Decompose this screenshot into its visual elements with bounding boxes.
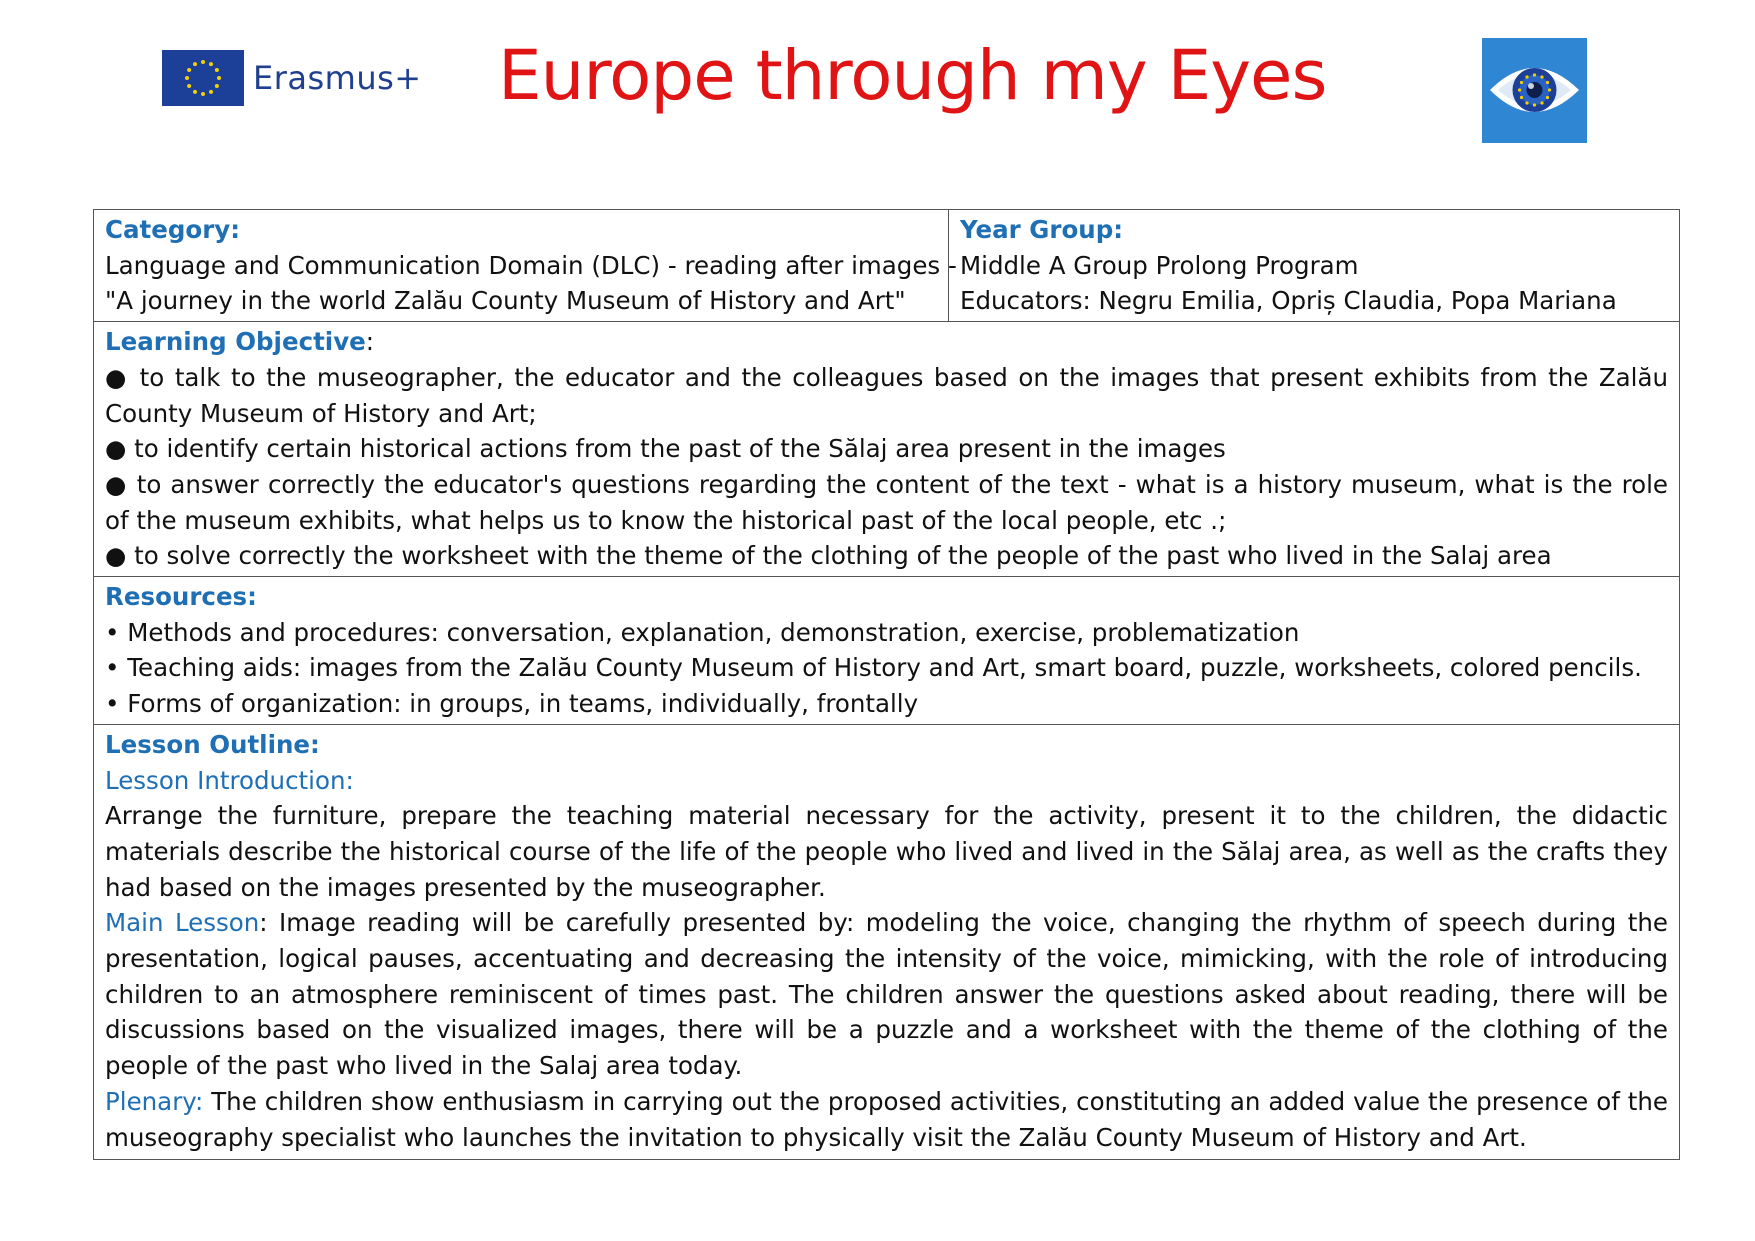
erasmus-plus-wordmark: Erasmus+: [253, 59, 422, 97]
header-row: [94, 210, 1680, 322]
lesson-plan-table: [93, 209, 1680, 1160]
erasmus-plus-logo: [162, 50, 422, 106]
plenary-text: The children show enthusiasm in carrying out the proposed activities, constituting an added value the presence of the museography specialist who launches the invitation to physically visit the Zalău County Museum of History and Art.: [105, 1086, 1668, 1152]
lesson-outline-cell: [94, 724, 1680, 1159]
learning-objective-label: Learning Objective: [105, 327, 366, 357]
eu-flag-icon: [162, 50, 244, 106]
learning-objective-row: [94, 322, 1680, 577]
resources-cell: [94, 577, 1680, 725]
category-label: Category:: [105, 215, 241, 244]
project-eye-logo-icon: [1482, 38, 1587, 143]
lesson-introduction-text: Arrange the furniture, prepare the teaching material necessary for the activity, present it to the children, the didactic materials describe the historical course of the life of the people who lived and lived in the Sălaj area, as well as the crafts they had based on the images presented by the museographer.: [105, 801, 1668, 902]
resource-item: • Forms of organization: in groups, in teams, individually, frontally: [105, 689, 919, 719]
year-group-value: Middle A Group Prolong Program: [960, 250, 1359, 280]
educators-value: Educators: Negru Emilia, Opriș Claudia, Popa Mariana: [960, 286, 1617, 316]
objective-item: ● to answer correctly the educator's questions regarding the content of the text - what is a history museum, what is the role of the museum exhibits, what helps us to know the historical past of the local people, etc .;: [105, 469, 1668, 535]
category-cell: [94, 210, 957, 322]
category-line-1: Language and Communication Domain (DLC) - reading after images -: [105, 250, 957, 280]
resources-label: Resources:: [105, 582, 257, 612]
objective-item: ● to identify certain historical actions from the past of the Sălaj area present in the images: [105, 434, 1226, 464]
year-group-cell: [949, 210, 1680, 322]
resources-row: [94, 577, 1680, 725]
lesson-introduction-label: Lesson Introduction:: [105, 765, 354, 795]
resource-item: • Teaching aids: images from the Zalău County Museum of History and Art, smart board, puzzle, worksheets, colored pencils.: [105, 653, 1642, 683]
plenary-label: Plenary:: [105, 1086, 204, 1116]
resource-item: • Methods and procedures: conversation, explanation, demonstration, exercise, problematization: [105, 617, 1300, 647]
lesson-outline-row: [94, 724, 1680, 1159]
lesson-outline-label: Lesson Outline:: [105, 729, 320, 759]
eu-stars-icon: [162, 50, 244, 106]
objective-item: ● to talk to the museographer, the educator and the colleagues based on the images that present exhibits from the Zalău County Museum of History and Art;: [105, 362, 1668, 428]
learning-objective-cell: [94, 322, 1680, 577]
main-lesson-label: Main Lesson: [105, 908, 260, 938]
year-group-label: Year Group:: [960, 215, 1124, 244]
page-title: Europe through my Eyes: [498, 36, 1327, 116]
objective-item: ● to solve correctly the worksheet with the theme of the clothing of the people of the past who lived in the Salaj area: [105, 541, 1552, 571]
learning-objective-colon: :: [365, 327, 375, 357]
category-line-2: "A journey in the world Zalău County Museum of History and Art": [105, 286, 906, 316]
plenary-paragraph: [105, 1084, 1668, 1155]
main-lesson-text: : Image reading will be carefully presented by: modeling the voice, changing the rhythm of speech during the presentation, logical pauses, accentuating and decreasing the intensity of the voice, mimicking, with the role of introducing children to an atmosphere reminiscent of times past. The children answer the questions asked about reading, there will be discussions based on the visualized images, there will be a puzzle and a worksheet with the theme of the clothing of the people of the past who lived in the Salaj area today.: [105, 908, 1668, 1081]
main-lesson-paragraph: [105, 905, 1668, 1084]
